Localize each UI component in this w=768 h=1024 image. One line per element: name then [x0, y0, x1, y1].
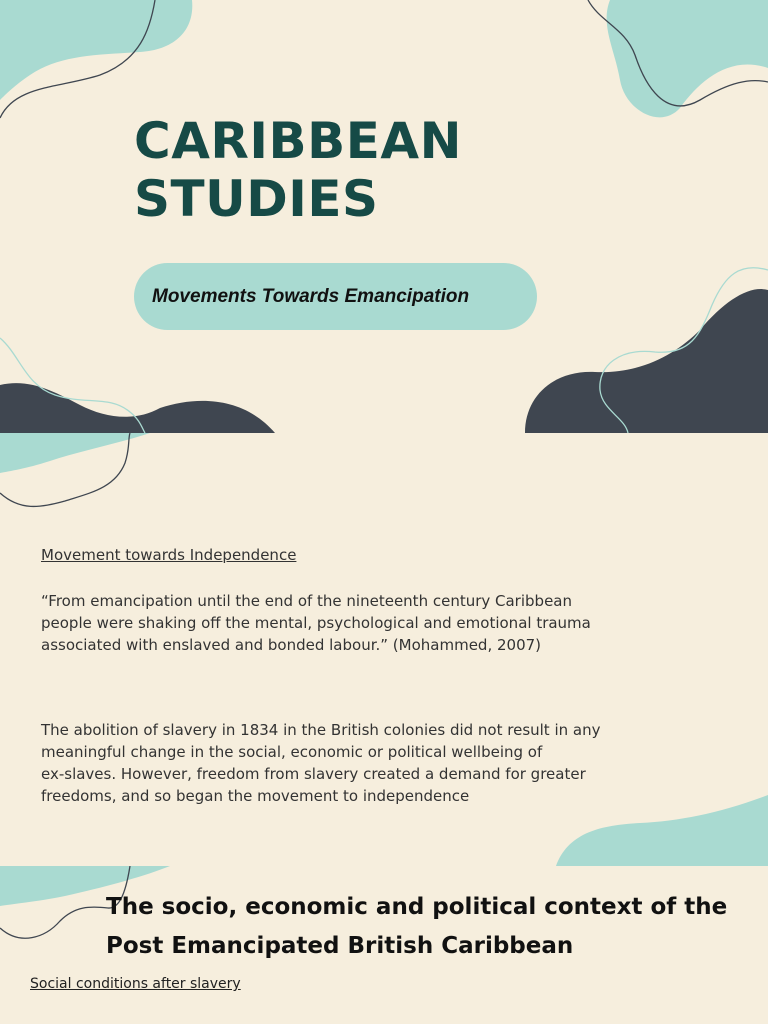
subtitle-pill: [134, 263, 537, 330]
content-slide: [0, 433, 768, 866]
teal-blob-top-right: [607, 0, 768, 117]
abolition-line: freedoms, and so began the movement to independence: [41, 787, 470, 805]
abolition-line: meaningful change in the social, economic or political wellbeing of: [41, 743, 543, 761]
quote-line: “From emancipation until the end of the nineteenth century Caribbean: [41, 592, 572, 610]
abolition-line: The abolition of slavery in 1834 in the British colonies did not result in any: [41, 721, 601, 739]
quote-line: associated with enslaved and bonded labour.” (Mohammed, 2007): [41, 636, 542, 654]
title-line-2: STUDIES: [134, 170, 379, 228]
abolition-line: ex-slaves. However, freedom from slavery created a demand for greater: [41, 765, 586, 783]
abolition-paragraph: [41, 719, 741, 807]
context-title: [106, 888, 727, 966]
title-line-1: CARIBBEAN: [134, 112, 462, 170]
quote-line: people were shaking off the mental, psychological and emotional trauma: [41, 614, 591, 632]
dark-blob-bottom-left: [0, 383, 275, 433]
section-heading: Movement towards Independence: [41, 546, 297, 564]
social-conditions-heading: Social conditions after slavery: [30, 976, 241, 992]
context-slide: [0, 866, 768, 1024]
title-slide: [0, 0, 768, 433]
subtitle-text: Movements Towards Emancipation: [152, 285, 470, 307]
context-title-line: Post Emancipated British Caribbean: [106, 933, 574, 959]
context-title-line: The socio, economic and political context of the: [106, 894, 728, 920]
slide-title: [134, 112, 462, 228]
dark-blob-bottom-right: [525, 289, 768, 433]
teal-blob-top-left: [0, 0, 192, 100]
quote-paragraph: [41, 590, 741, 656]
